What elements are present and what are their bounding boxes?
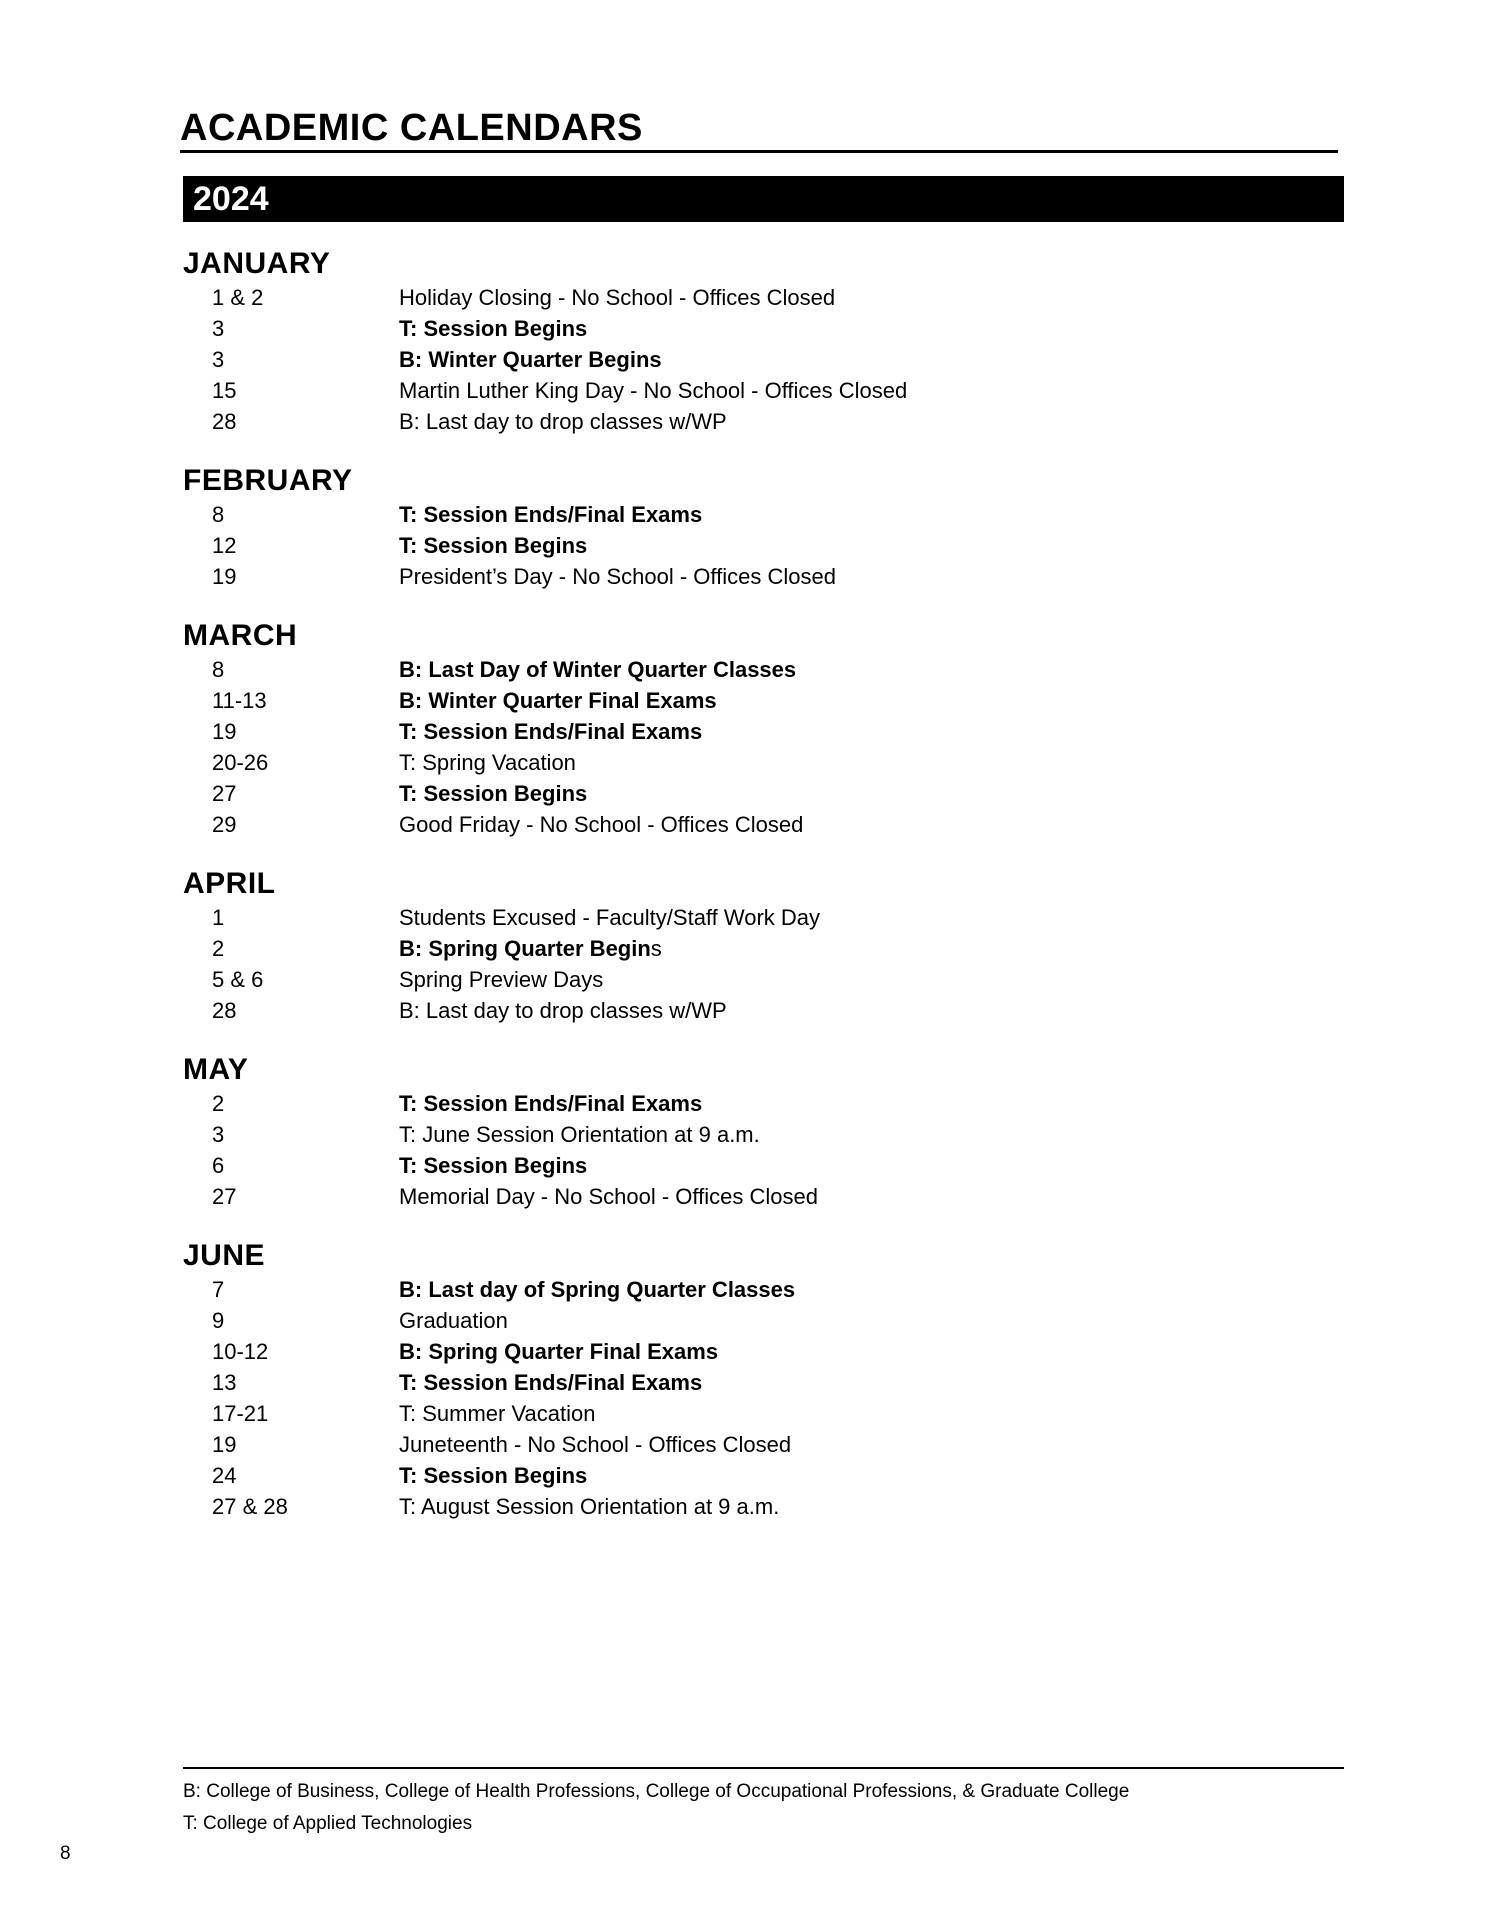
event-day: 27 <box>212 781 237 806</box>
event-day: 13 <box>212 1370 237 1395</box>
month-heading: FEBRUARY <box>183 464 353 497</box>
event-text: T: Summer Vacation <box>399 1401 596 1426</box>
calendar-event-row <box>183 1460 1344 1491</box>
event-day: 17-21 <box>212 1401 269 1426</box>
event-text-bold: T: Session Begins <box>399 1153 588 1178</box>
calendar-event-row <box>183 933 1344 964</box>
event-text: T: June Session Orientation at 9 a.m. <box>399 1122 760 1147</box>
calendar-event-row <box>183 499 1344 530</box>
calendar-event-row <box>183 1274 1344 1305</box>
calendar-months <box>183 244 1344 1546</box>
event-description <box>399 530 1344 561</box>
event-text-bold: B: Last Day of Winter Quarter Classes <box>399 657 797 682</box>
calendar-event-row <box>183 747 1344 778</box>
event-description <box>399 313 1344 344</box>
event-day: 27 & 28 <box>212 1494 288 1519</box>
event-text: Martin Luther King Day - No School - Offices Closed <box>399 378 908 403</box>
event-description <box>399 1305 1344 1336</box>
event-description <box>399 1367 1344 1398</box>
event-description <box>399 1336 1344 1367</box>
event-day: 11-13 <box>212 688 267 713</box>
event-text-bold: T: Session Begins <box>399 1463 588 1488</box>
event-day: 1 <box>212 905 225 930</box>
event-text-bold: B: Spring Quarter Begin <box>399 936 651 961</box>
event-day: 8 <box>212 502 225 527</box>
calendar-event-row <box>183 685 1344 716</box>
page-title: ACADEMIC CALENDARS <box>180 106 1338 153</box>
event-description <box>399 375 1344 406</box>
event-description <box>399 561 1344 592</box>
month-section <box>183 616 1344 840</box>
event-text: President’s Day - No School - Offices Closed <box>399 564 836 589</box>
calendar-event-row <box>183 1336 1344 1367</box>
event-description <box>399 282 1344 313</box>
calendar-event-row <box>183 1491 1344 1522</box>
month-section <box>183 864 1344 1026</box>
event-day: 28 <box>212 409 237 434</box>
calendar-event-row <box>183 1429 1344 1460</box>
event-text-bold: T: Session Begins <box>399 533 588 558</box>
month-heading: JANUARY <box>183 247 331 280</box>
footnote-t: T: College of Applied Technologies <box>183 1813 473 1834</box>
event-day: 24 <box>212 1463 237 1488</box>
month-section <box>183 1236 1344 1522</box>
event-text-bold: B: Winter Quarter Final Exams <box>399 688 717 713</box>
event-day: 15 <box>212 378 237 403</box>
event-description <box>399 499 1344 530</box>
event-text-bold: T: Session Ends/Final Exams <box>399 502 703 527</box>
calendar-event-row <box>183 1367 1344 1398</box>
footer-divider <box>183 1767 1344 1769</box>
event-text-tail: s <box>650 936 662 961</box>
event-day: 27 <box>212 1184 237 1209</box>
event-day: 3 <box>212 347 225 372</box>
event-day: 9 <box>212 1308 225 1333</box>
calendar-event-row <box>183 1150 1344 1181</box>
calendar-event-row <box>183 530 1344 561</box>
calendar-event-row <box>183 1119 1344 1150</box>
month-heading: MARCH <box>183 619 298 652</box>
calendar-event-row <box>183 375 1344 406</box>
event-text-bold: B: Last day of Spring Quarter Classes <box>399 1277 796 1302</box>
event-text: T: August Session Orientation at 9 a.m. <box>399 1494 780 1519</box>
calendar-event-row <box>183 654 1344 685</box>
event-day: 2 <box>212 936 225 961</box>
month-section <box>183 244 1344 437</box>
event-text-bold: T: Session Ends/Final Exams <box>399 1370 703 1395</box>
event-text: T: Spring Vacation <box>399 750 576 775</box>
month-heading: MAY <box>183 1053 249 1086</box>
event-description <box>399 344 1344 375</box>
calendar-event-row <box>183 716 1344 747</box>
event-day: 20-26 <box>212 750 269 775</box>
event-day: 5 & 6 <box>212 967 264 992</box>
event-description <box>399 747 1344 778</box>
month-heading: APRIL <box>183 867 276 900</box>
event-description <box>399 1429 1344 1460</box>
month-section <box>183 461 1344 592</box>
calendar-event-row <box>183 344 1344 375</box>
event-day: 10-12 <box>212 1339 269 1364</box>
event-text: B: Last day to drop classes w/WP <box>399 409 727 434</box>
event-text: Holiday Closing - No School - Offices Closed <box>399 285 836 310</box>
event-day: 8 <box>212 657 225 682</box>
event-text-bold: B: Winter Quarter Begins <box>399 347 662 372</box>
event-day: 19 <box>212 564 237 589</box>
event-day: 28 <box>212 998 237 1023</box>
event-description <box>399 809 1344 840</box>
event-day: 19 <box>212 1432 237 1457</box>
event-description <box>399 964 1344 995</box>
event-text: Good Friday - No School - Offices Closed <box>399 812 804 837</box>
event-day: 2 <box>212 1091 225 1116</box>
calendar-event-row <box>183 1398 1344 1429</box>
event-day: 7 <box>212 1277 225 1302</box>
event-description <box>399 1398 1344 1429</box>
year-heading: 2024 <box>183 176 1344 222</box>
event-text: Spring Preview Days <box>399 967 604 992</box>
calendar-event-row <box>183 809 1344 840</box>
footnote-b: B: College of Business, College of Health Professions, College of Occupational Professions, & Graduate College <box>183 1781 1130 1802</box>
month-heading: JUNE <box>183 1239 266 1272</box>
calendar-event-row <box>183 561 1344 592</box>
event-description <box>399 1491 1344 1522</box>
event-text: Graduation <box>399 1308 508 1333</box>
event-description <box>399 778 1344 809</box>
event-description <box>399 1181 1344 1212</box>
calendar-event-row <box>183 902 1344 933</box>
month-section <box>183 1050 1344 1212</box>
event-text: B: Last day to drop classes w/WP <box>399 998 727 1023</box>
event-description <box>399 654 1344 685</box>
event-description <box>399 1274 1344 1305</box>
event-description <box>399 1119 1344 1150</box>
event-text-bold: T: Session Ends/Final Exams <box>399 1091 703 1116</box>
event-description <box>399 902 1344 933</box>
event-text-bold: T: Session Ends/Final Exams <box>399 719 703 744</box>
event-day: 3 <box>212 316 225 341</box>
calendar-event-row <box>183 1088 1344 1119</box>
event-day: 29 <box>212 812 237 837</box>
event-description <box>399 1150 1344 1181</box>
event-description <box>399 1088 1344 1119</box>
calendar-event-row <box>183 282 1344 313</box>
calendar-event-row <box>183 1181 1344 1212</box>
calendar-event-row <box>183 1305 1344 1336</box>
event-description <box>399 406 1344 437</box>
event-text-bold: B: Spring Quarter Final Exams <box>399 1339 719 1364</box>
event-day: 3 <box>212 1122 225 1147</box>
calendar-event-row <box>183 995 1344 1026</box>
calendar-event-row <box>183 964 1344 995</box>
calendar-event-row <box>183 313 1344 344</box>
page-number: 8 <box>60 1843 71 1864</box>
event-description <box>399 716 1344 747</box>
event-day: 12 <box>212 533 237 558</box>
event-text: Memorial Day - No School - Offices Closed <box>399 1184 818 1209</box>
event-text-bold: T: Session Begins <box>399 316 588 341</box>
event-text: Juneteenth - No School - Offices Closed <box>399 1432 792 1457</box>
event-description <box>399 933 1344 964</box>
calendar-event-row <box>183 778 1344 809</box>
event-text: Students Excused - Faculty/Staff Work Day <box>399 905 821 930</box>
event-text-bold: T: Session Begins <box>399 781 588 806</box>
event-description <box>399 995 1344 1026</box>
event-day: 19 <box>212 719 237 744</box>
event-description <box>399 685 1344 716</box>
event-day: 1 & 2 <box>212 285 264 310</box>
calendar-event-row <box>183 406 1344 437</box>
event-day: 6 <box>212 1153 225 1178</box>
event-description <box>399 1460 1344 1491</box>
